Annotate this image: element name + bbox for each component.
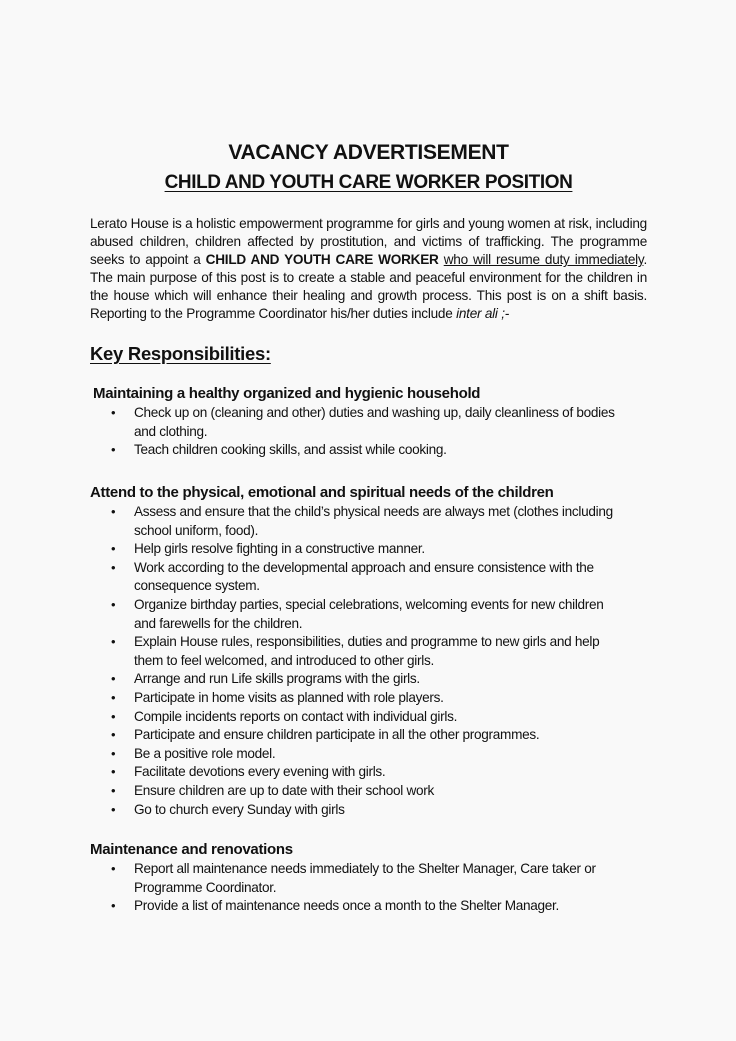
list-item: • Go to church every Sunday with girls (90, 801, 647, 820)
section-childrens-needs (90, 483, 647, 819)
list-item: • Be a positive role model. (90, 745, 647, 764)
list-item: • Check up on (cleaning and other) duties and washing up, daily cleanliness of bodies and clothing. (111, 405, 615, 439)
list-item: • Compile incidents reports on contact with individual girls. (90, 708, 647, 727)
intro-paragraph (90, 215, 647, 324)
list-item: • Participate in home visits as planned with role players. (90, 689, 647, 708)
bullet-icon: • (111, 442, 116, 458)
list-item: • Participate and ensure children participate in all the other programmes. (90, 726, 647, 745)
key-responsibilities-heading: Key Responsibilities: (90, 343, 271, 364)
intro-text-2: . The main purpose of this post is to create a stable and peaceful environment for the children in the house which will enhance their healing and growth process. This post is on a shift basis. Reporting to the Programme Coordinator his/her duties include (90, 252, 647, 322)
bullet-icon: • (111, 405, 116, 420)
intro-text-1: Lerato House is a holistic empowerment programme for girls and young women at risk, including abused children, children affected by prostitution, and victims of trafficking. The programme seeks to appoint a (90, 216, 647, 268)
bullet-icon: • (111, 541, 116, 557)
bullet-icon: • (111, 727, 116, 743)
position-subtitle: CHILD AND YOUTH CARE WORKER POSITION (164, 172, 573, 193)
list-item: • Arrange and run Life skills programs with the girls. (90, 670, 647, 689)
document-title: VACANCY ADVERTISEMENT (228, 141, 509, 164)
section-heading: Maintaining a healthy organized and hygienic household (93, 385, 481, 402)
bullet-icon: • (111, 596, 116, 612)
list-item: • Explain House rules, responsibilities, duties and programme to new girls and help them to feel welcomed, and introduced to other girls. (111, 634, 600, 668)
list-item: • Teach children cooking skills, and assist while cooking. (90, 441, 650, 460)
bullet-icon: • (111, 898, 116, 914)
list-item: • Ensure children are up to date with their school work (90, 782, 647, 801)
list-item: • Report all maintenance needs immediately to the Shelter Manager, Care taker or Programme Coordinator. (111, 861, 596, 895)
list-item: • Help girls resolve fighting in a constructive manner. (90, 540, 647, 559)
section-maintenance (90, 840, 647, 916)
intro-position-bold: CHILD AND YOUTH CARE WORKER (205, 252, 439, 268)
bullet-icon: • (111, 671, 116, 687)
list-item: • Facilitate devotions every evening with girls. (90, 763, 647, 782)
section-household (93, 384, 650, 460)
bullet-list (90, 404, 650, 460)
bullet-icon: • (111, 708, 116, 724)
bullet-icon: • (111, 861, 116, 876)
list-item: • Provide a list of maintenance needs once a month to the Shelter Manager. (90, 897, 647, 916)
bullet-icon: • (111, 801, 116, 817)
bullet-icon: • (111, 764, 116, 780)
section-heading: Maintenance and renovations (90, 841, 293, 858)
list-item: • Work according to the developmental approach and ensure consistence with the consequence system. (111, 559, 594, 594)
section-heading: Attend to the physical, emotional and spiritual needs of the children (90, 484, 554, 501)
intro-resume-duty-underlined: who will resume duty immediately (443, 252, 644, 268)
list-item: • Assess and ensure that the child’s physical needs are always met (clothes including school uniform, food). (111, 504, 613, 538)
bullet-list (90, 860, 647, 916)
bullet-list (90, 503, 647, 819)
bullet-icon: • (111, 745, 116, 761)
list-item: • Organize birthday parties, special celebrations, welcoming events for new children and farewells for the children. (111, 596, 604, 631)
bullet-icon: • (111, 504, 116, 519)
bullet-icon: • (111, 559, 116, 575)
intro-inter-ali-italic: inter ali ;- (456, 306, 509, 322)
bullet-icon: • (111, 689, 116, 705)
bullet-icon: • (111, 634, 116, 650)
bullet-icon: • (111, 782, 116, 798)
